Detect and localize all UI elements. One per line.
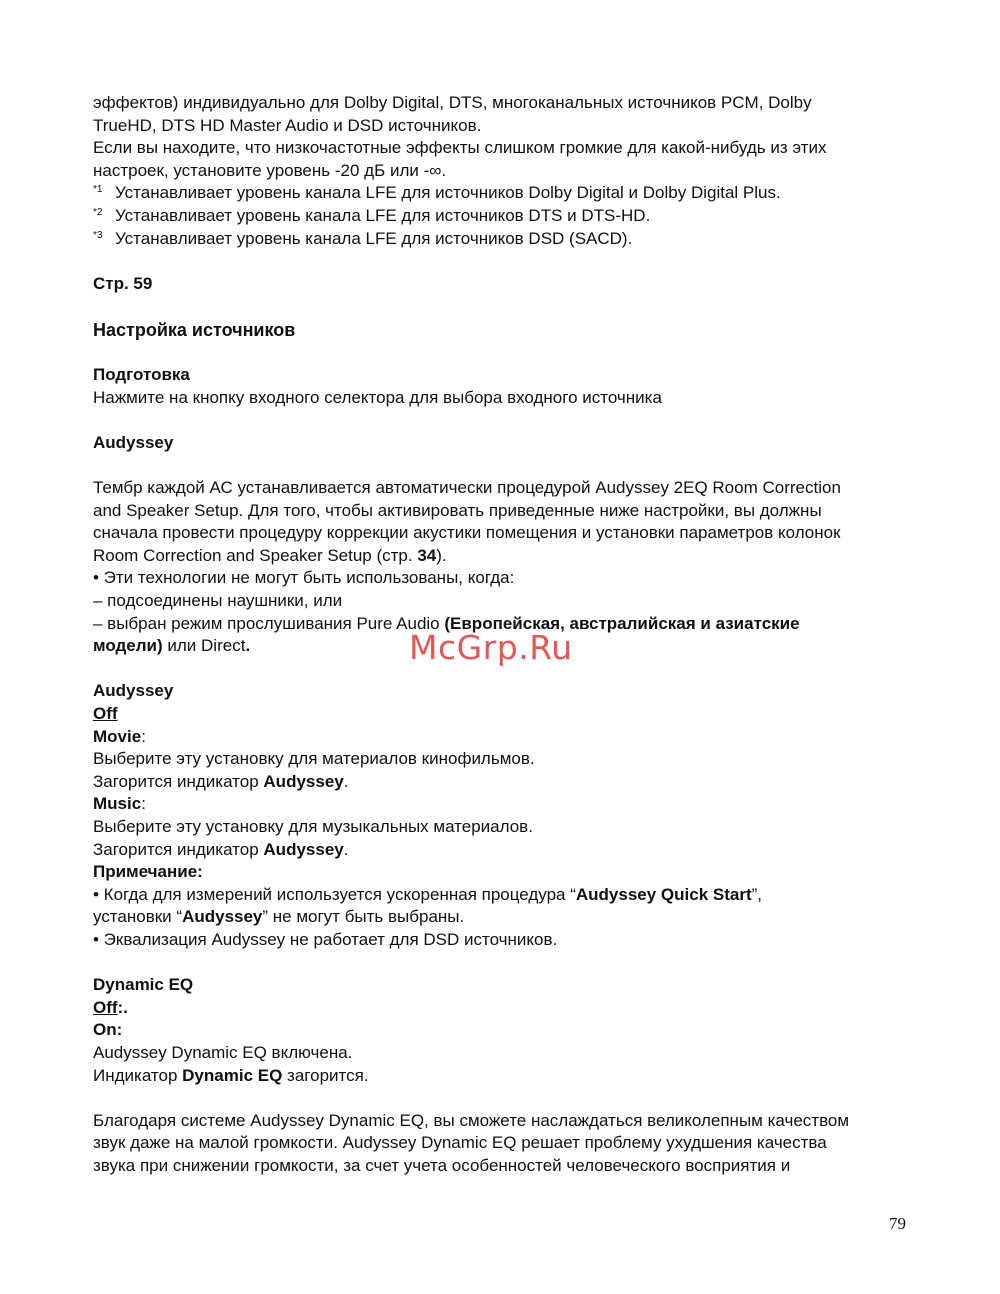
- text-segment: Загорится индикатор: [93, 839, 264, 859]
- dynamic-eq-paragraph-2: звук даже на малой громкости. Audyssey Dynamic EQ решает проблему ухудшения качества: [93, 1133, 827, 1153]
- footnote-mark: *3: [93, 229, 103, 241]
- movie-description: Выберите эту установку для материалов кинофильмов.: [93, 749, 535, 769]
- option-label: Music: [93, 794, 142, 814]
- text-segment: загорится.: [282, 1065, 369, 1085]
- watermark: McGrp.Ru: [409, 628, 573, 667]
- quick-start-name: Audyssey Quick Start: [575, 884, 752, 904]
- note-1: [93, 884, 913, 907]
- intro-line-3: Если вы находите, что низкочастотные эффекты слишком громкие для какой-нибудь из этих: [93, 138, 827, 158]
- text-segment: .: [343, 771, 349, 791]
- note-heading: Примечание:: [93, 862, 203, 882]
- music-indicator: [93, 839, 913, 862]
- text-segment: ”,: [751, 884, 763, 904]
- audyssey-intro-dash-1: – подсоединены наушники, или: [93, 591, 343, 611]
- footnote-1: [93, 182, 913, 205]
- dynamic-eq-off-option: [93, 997, 913, 1020]
- option-label: Off: [93, 997, 118, 1017]
- dynamic-eq-paragraph-1: Благодаря системе Audyssey Dynamic EQ, вы сможете наслаждаться великолепным качеством: [93, 1110, 850, 1130]
- audyssey-setting-heading: Audyssey: [93, 681, 174, 701]
- page-link-number: 34: [417, 545, 437, 565]
- audyssey-intro-line-2: and Speaker Setup. Для того, чтобы активировать приведенные ниже настройки, вы должны: [93, 500, 822, 520]
- prep-text: Нажмите на кнопку входного селектора для выбора входного источника: [93, 387, 662, 407]
- text-segment: ).: [436, 545, 447, 565]
- audyssey-music-option: [93, 793, 913, 816]
- dynamic-eq-on-option: On:: [93, 1020, 123, 1040]
- audyssey-intro-line-3: сначала провести процедуру коррекции акустики помещения и установки параметров колонок: [93, 523, 841, 543]
- text-segment: :.: [117, 997, 128, 1017]
- text-segment: ” не могут быть выбраны.: [262, 907, 465, 927]
- page-number: 79: [889, 1214, 906, 1233]
- movie-indicator: [93, 771, 913, 794]
- dynamic-eq-heading: Dynamic EQ: [93, 975, 194, 995]
- music-description: Выберите эту установку для музыкальных материалов.: [93, 817, 533, 836]
- section-title: Настройка источников: [93, 319, 296, 340]
- footnote-3: [93, 228, 913, 251]
- footnote-mark: *2: [93, 206, 103, 218]
- audyssey-intro-line-4: [93, 545, 913, 568]
- text-segment: или Direct: [162, 636, 246, 656]
- note-2: [93, 906, 913, 929]
- footnote-mark: *1: [93, 184, 103, 196]
- audyssey-off-option: Off: [93, 704, 118, 724]
- text-segment: :: [141, 726, 146, 746]
- text-segment: • Когда для измерений используется ускоренная процедура “: [93, 884, 576, 904]
- text-segment: Загорится индикатор: [93, 771, 264, 791]
- audyssey-intro-bullet: • Эти технологии не могут быть использованы, когда:: [93, 568, 515, 588]
- region-note: (Европейская, австралийская и азиатские: [444, 613, 800, 633]
- text-segment: Room Correction and Speaker Setup (стр.: [93, 545, 418, 565]
- prep-heading: Подготовка: [93, 365, 190, 385]
- text-segment: .: [343, 839, 349, 859]
- text-segment: .: [245, 636, 251, 656]
- note-3: • Эквализация Audyssey не работает для DSD источников.: [93, 929, 558, 949]
- indicator-name: Audyssey: [263, 771, 344, 791]
- intro-line-1: эффектов) индивидуально для Dolby Digital, DTS, многоканальных источников PCM, Dolby: [93, 93, 812, 112]
- page-reference: Стр. 59: [93, 273, 153, 293]
- indicator-name: Audyssey: [263, 839, 344, 859]
- audyssey-movie-option: [93, 726, 913, 749]
- setting-name: Audyssey: [182, 907, 263, 927]
- text-segment: :: [141, 794, 146, 814]
- text-segment: установки “: [93, 907, 183, 927]
- audyssey-intro-line-1: Тембр каждой АС устанавливается автоматически процедурой Audyssey 2EQ Room Correction: [93, 478, 841, 498]
- footnote-text: Устанавливает уровень канала LFE для источников Dolby Digital и Dolby Digital Plus.: [115, 183, 781, 203]
- intro-line-4: настроек, установите уровень -20 дБ или -∞.: [93, 160, 447, 180]
- dynamic-eq-on-text: Audyssey Dynamic EQ включена.: [93, 1042, 353, 1062]
- dynamic-eq-indicator: [93, 1065, 913, 1088]
- option-label: Movie: [93, 726, 142, 746]
- audyssey-intro-heading: Audyssey: [93, 432, 174, 452]
- footnote-2: [93, 205, 913, 228]
- intro-line-2: TrueHD, DTS HD Master Audio и DSD источников.: [93, 115, 482, 135]
- text-segment: – выбран режим прослушивания Pure Audio: [93, 613, 445, 633]
- dynamic-eq-paragraph-3: звука при снижении громкости, за счет учета особенностей человеческого восприятия и: [93, 1155, 791, 1175]
- indicator-name: Dynamic EQ: [182, 1065, 283, 1085]
- footnote-text: Устанавливает уровень канала LFE для источников DSD (SACD).: [115, 228, 633, 248]
- footnote-text: Устанавливает уровень канала LFE для источников DTS и DTS-HD.: [115, 205, 651, 225]
- region-note: модели): [93, 636, 163, 656]
- text-segment: Индикатор: [93, 1065, 183, 1085]
